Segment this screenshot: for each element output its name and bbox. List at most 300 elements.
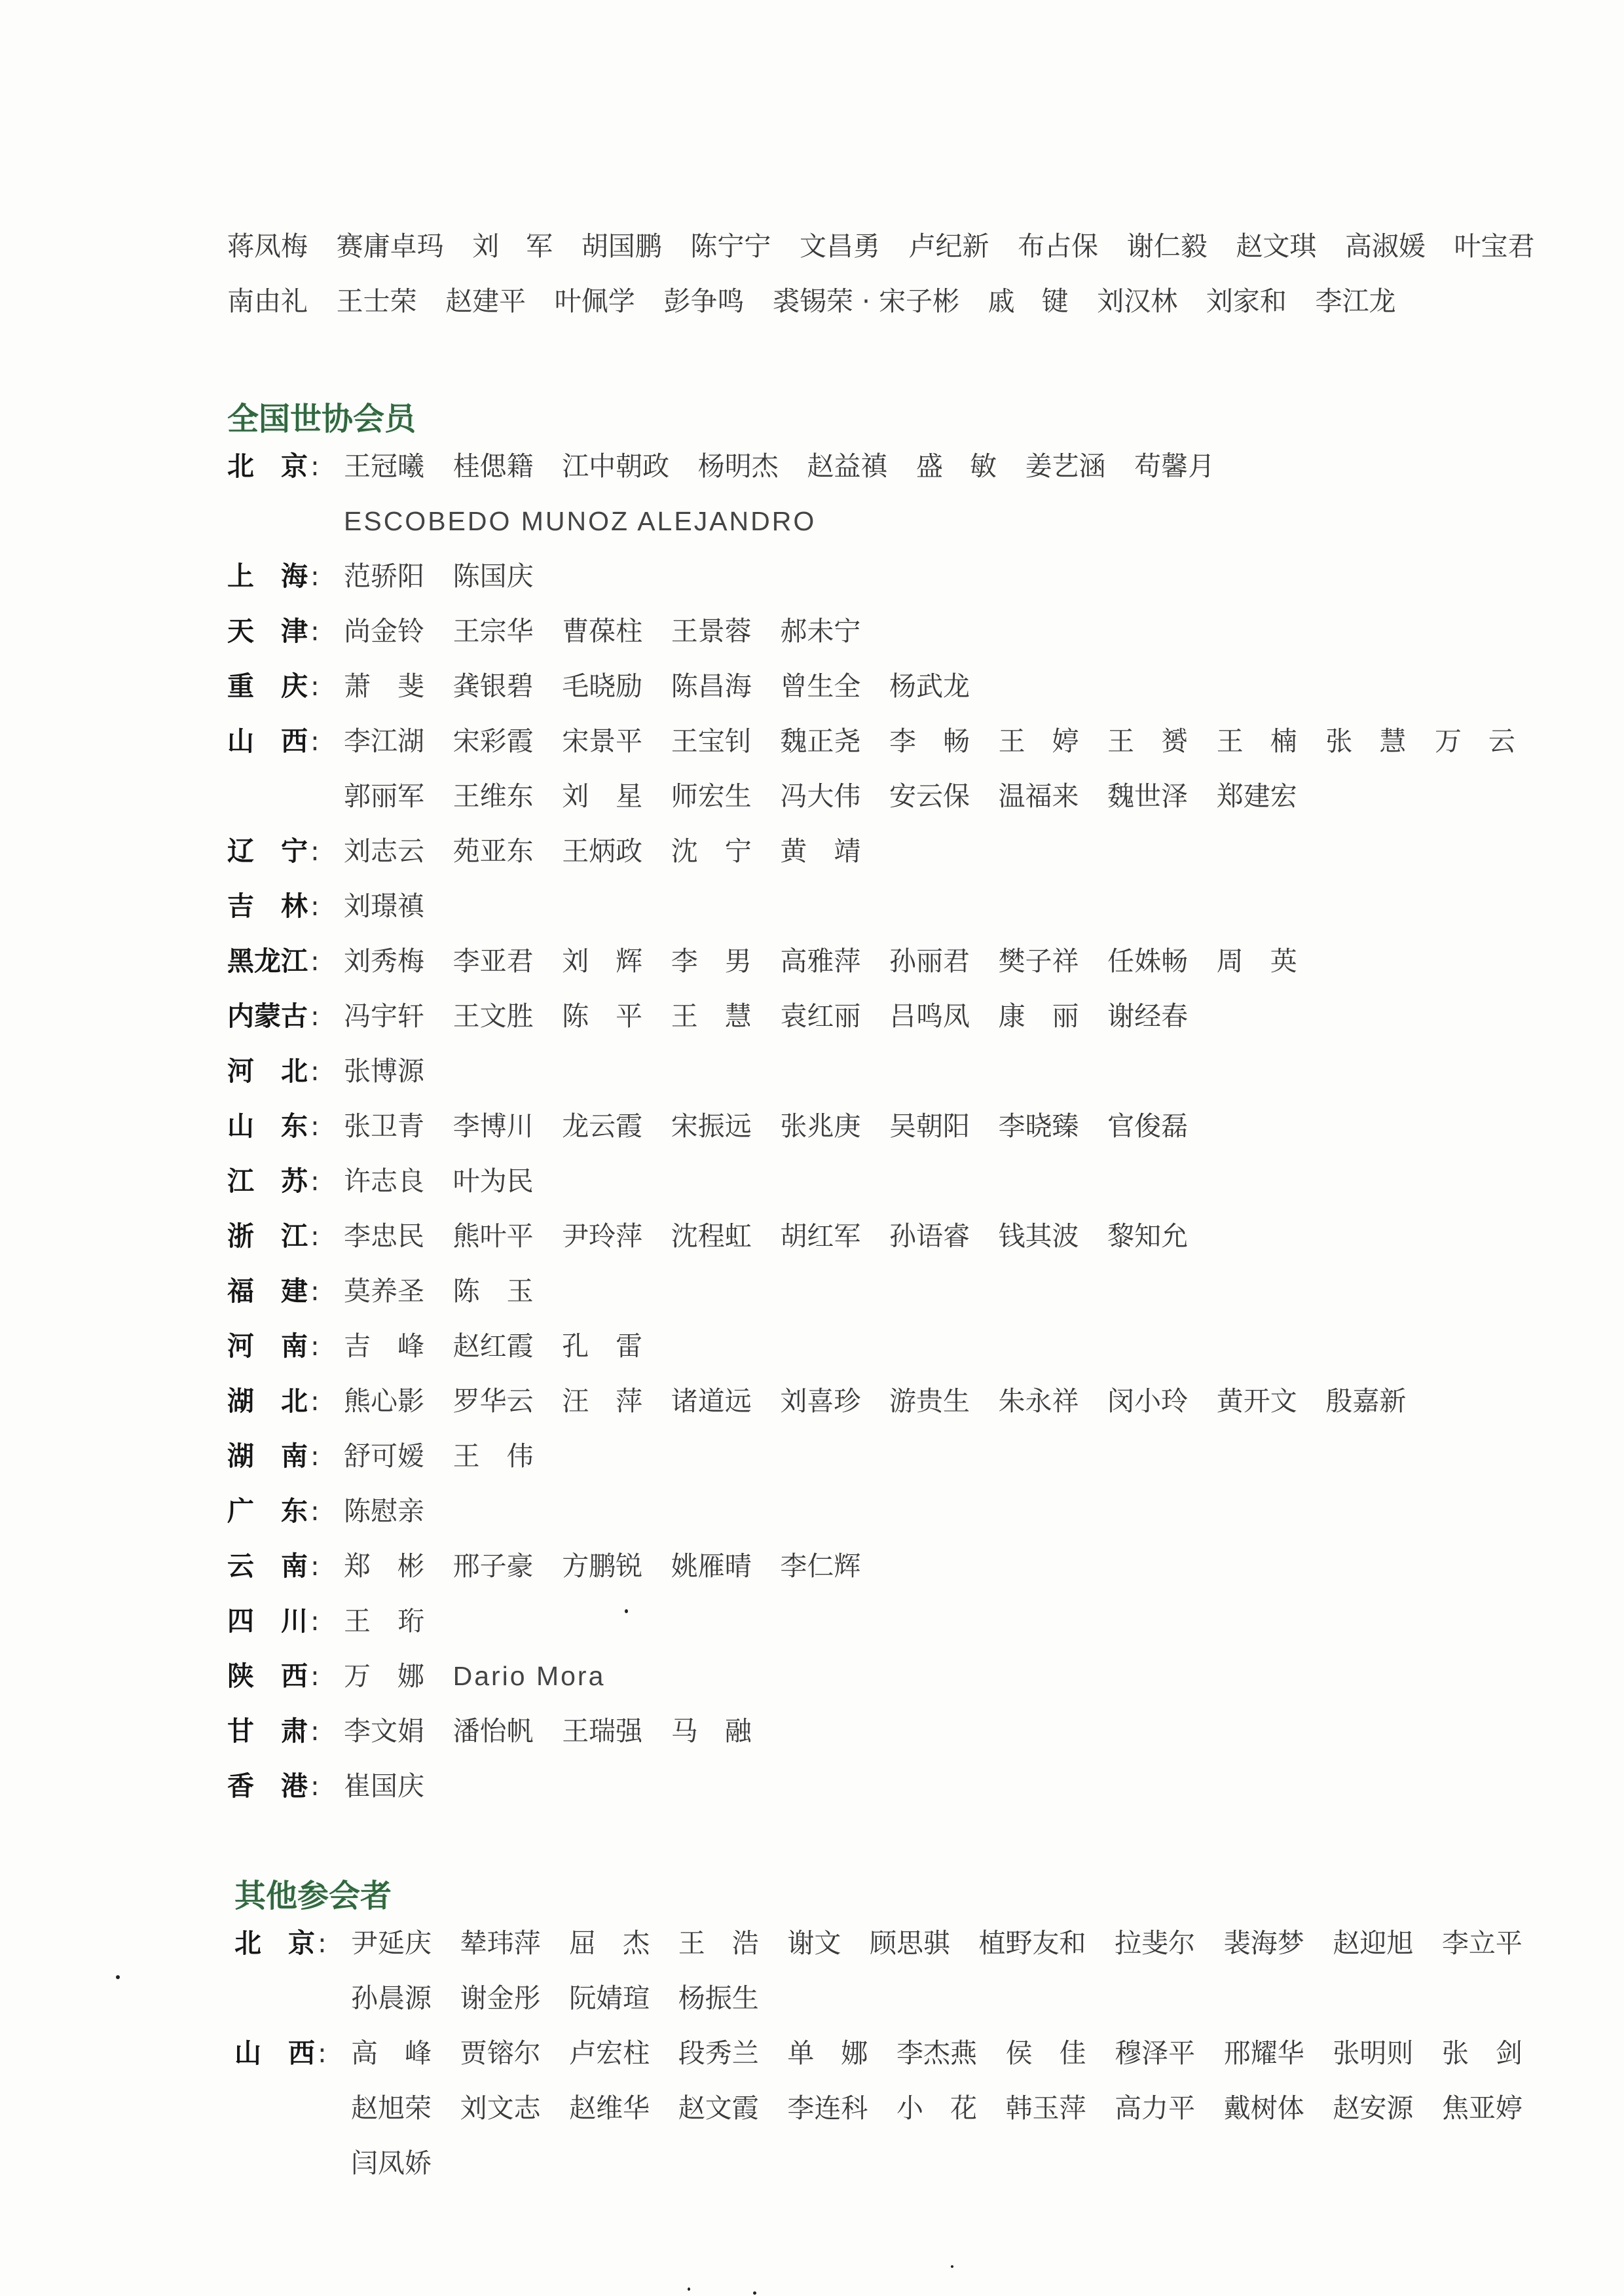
- member-name: 官俊磊: [1107, 1110, 1189, 1142]
- name-group: [227, 230, 1535, 262]
- member-name: 盛 敏: [915, 450, 997, 482]
- member-name: 赵建平: [445, 285, 526, 317]
- region-label: 天 津: [227, 615, 308, 647]
- member-name: 刘家和: [1206, 285, 1287, 317]
- name-line: [227, 1319, 1535, 1374]
- member-name: 赵维华: [569, 2092, 650, 2124]
- member-name: 孙语睿: [889, 1220, 970, 1252]
- region-label: 四 川: [227, 1605, 308, 1637]
- name-group: [344, 780, 1297, 812]
- member-name: 陈国庆: [452, 560, 534, 592]
- scan-speck: [753, 2291, 756, 2295]
- region-label: 北 京: [234, 1927, 315, 1959]
- member-name: 韩玉萍: [1005, 2092, 1086, 2124]
- label-separator: :: [310, 1715, 320, 1747]
- member-name: 沈程虹: [671, 1220, 752, 1252]
- member-name: 舒可嫒: [344, 1440, 424, 1472]
- region-group: [227, 934, 1535, 989]
- member-name: 谢文: [787, 1927, 841, 1959]
- member-name: 游贵生: [889, 1385, 970, 1417]
- region-label: 浙 江: [227, 1220, 308, 1252]
- region-label: 广 东: [227, 1495, 308, 1527]
- member-name: 杨振生: [678, 1982, 759, 2014]
- region-group: [227, 1484, 1535, 1539]
- member-name: 李忠民: [344, 1220, 424, 1252]
- member-name: 蒋凤梅: [227, 230, 308, 262]
- attendee-list: [227, 219, 1535, 2191]
- label-separator: :: [310, 615, 320, 647]
- label-separator: :: [310, 890, 320, 922]
- member-name: 魏正尧: [780, 725, 861, 757]
- member-name: 高 峰: [351, 2037, 432, 2069]
- member-name: 任姝畅: [1107, 945, 1189, 977]
- name-line: [227, 989, 1535, 1044]
- label-separator: :: [310, 945, 320, 977]
- continued-name-list: [227, 219, 1535, 329]
- name-line: [227, 549, 1535, 604]
- member-name: 郑 彬: [344, 1550, 424, 1582]
- region-label: 福 建: [227, 1275, 308, 1307]
- name-line: [227, 1264, 1535, 1319]
- region-group: [227, 1594, 1535, 1649]
- member-name: 孙晨源: [351, 1982, 432, 2014]
- region-group: [227, 604, 1535, 659]
- region-group: [227, 439, 1535, 549]
- member-name: 万 云: [1434, 725, 1515, 757]
- member-name: 段秀兰: [678, 2037, 759, 2069]
- member-name: 陈昌海: [671, 670, 752, 702]
- member-name: 曾生全: [780, 670, 861, 702]
- name-line: [227, 1704, 1535, 1758]
- name-group: [344, 1165, 534, 1197]
- member-name: 诸道远: [671, 1385, 752, 1417]
- member-name: 姚雁晴: [671, 1550, 752, 1582]
- member-name: 张 慧: [1325, 725, 1407, 757]
- name-line: [234, 2026, 1535, 2081]
- member-name: 闫凤娇: [351, 2147, 432, 2179]
- region-label: 江 苏: [227, 1165, 308, 1197]
- region-label: 云 南: [227, 1550, 308, 1582]
- member-name: 赵文琪: [1236, 230, 1317, 262]
- member-name: 刘汉林: [1097, 285, 1178, 317]
- label-separator: :: [310, 1550, 320, 1582]
- member-name: 顾思骐: [869, 1927, 950, 1959]
- region-group: [227, 714, 1535, 824]
- label-separator: :: [310, 1605, 320, 1637]
- member-name: 穆泽平: [1115, 2037, 1196, 2069]
- member-name: 杨武龙: [889, 670, 970, 702]
- member-name: 赵文霞: [678, 2092, 759, 2124]
- member-name: 张明则: [1333, 2037, 1414, 2069]
- member-name: 莫养圣: [344, 1275, 424, 1307]
- region-label: 内蒙古: [227, 1000, 308, 1032]
- member-name: 郑建宏: [1216, 780, 1297, 812]
- member-name: 李杰燕: [896, 2037, 977, 2069]
- member-name: 叶为民: [452, 1165, 534, 1197]
- member-name: 王宝钊: [671, 725, 752, 757]
- region-label: 辽 宁: [227, 835, 308, 867]
- region-group: [227, 549, 1535, 604]
- member-name: 宋景平: [562, 725, 643, 757]
- member-name: 万 娜: [344, 1660, 424, 1692]
- member-name: 张博源: [344, 1055, 424, 1087]
- section-other-attendees: [234, 1876, 1535, 2191]
- member-name: 吴朝阳: [889, 1110, 970, 1142]
- scan-speck: [116, 1975, 120, 1979]
- name-group: [351, 2037, 1522, 2069]
- member-name: 王 楠: [1216, 725, 1297, 757]
- region-label: 河 北: [227, 1055, 308, 1087]
- label-separator: :: [310, 1440, 320, 1472]
- name-line: [227, 219, 1535, 274]
- member-name: 康 丽: [998, 1000, 1079, 1032]
- member-name: 谢仁毅: [1126, 230, 1208, 262]
- member-name: 刘喜珍: [780, 1385, 861, 1417]
- name-group: [344, 1220, 1189, 1252]
- member-name: 江中朝政: [562, 450, 670, 482]
- name-group: [344, 1495, 424, 1527]
- member-name: 温福来: [998, 780, 1079, 812]
- member-name: 叶佩学: [554, 285, 635, 317]
- member-name: 尹玲萍: [562, 1220, 643, 1252]
- region-group: [227, 989, 1535, 1044]
- name-line: [227, 1099, 1535, 1154]
- member-name: 尚金铃: [344, 615, 424, 647]
- member-name: 樊子祥: [998, 945, 1079, 977]
- member-name: 马 融: [671, 1715, 752, 1747]
- member-name: 苟馨月: [1134, 450, 1215, 482]
- region-label: 上 海: [227, 560, 308, 592]
- member-name: 王 慧: [671, 1000, 752, 1032]
- name-group: [344, 1770, 424, 1802]
- scan-speck: [951, 2265, 953, 2268]
- member-name: 冯大伟: [780, 780, 861, 812]
- member-name: 孙丽君: [889, 945, 970, 977]
- region-group: [227, 1099, 1535, 1154]
- member-name: 萧 斐: [344, 670, 424, 702]
- member-name: 王 婷: [998, 725, 1079, 757]
- region-group: [227, 1209, 1535, 1264]
- member-name: 赵益禛: [807, 450, 888, 482]
- member-name: 拉斐尔: [1115, 1927, 1196, 1959]
- region-group: [227, 879, 1535, 934]
- member-name: 杨明杰: [697, 450, 779, 482]
- name-group: [344, 560, 534, 592]
- member-name: 李文娟: [344, 1715, 424, 1747]
- name-line: [227, 1374, 1535, 1429]
- member-name: 李亚君: [452, 945, 534, 977]
- name-line: [227, 1429, 1535, 1484]
- label-separator: :: [310, 725, 320, 757]
- name-line: [234, 1971, 1535, 2026]
- member-name: 崔国庆: [344, 1770, 424, 1802]
- member-name: 戚 键: [987, 285, 1069, 317]
- name-line: [227, 274, 1535, 329]
- member-name: 吕鸣凤: [889, 1000, 970, 1032]
- member-name: 单 娜: [787, 2037, 868, 2069]
- name-line: [227, 1594, 1535, 1649]
- region-label: 山 西: [234, 2037, 315, 2069]
- member-name: Dario Mora: [452, 1660, 606, 1691]
- member-name: 王士荣: [336, 285, 417, 317]
- name-group: [344, 835, 861, 867]
- label-separator: :: [310, 560, 320, 592]
- member-name: 苑亚东: [452, 835, 534, 867]
- member-name: 裴海梦: [1223, 1927, 1304, 1959]
- member-name: 侯 佳: [1005, 2037, 1086, 2069]
- member-name: 张兆庚: [780, 1110, 861, 1142]
- label-separator: :: [310, 1660, 320, 1692]
- label-separator: :: [310, 1385, 320, 1417]
- label-separator: :: [310, 1055, 320, 1087]
- region-group: [227, 1539, 1535, 1594]
- region-group: [227, 1044, 1535, 1099]
- member-name: 王宗华: [452, 615, 534, 647]
- member-name: 王瑞强: [562, 1715, 643, 1747]
- member-name: 赵安源: [1333, 2092, 1414, 2124]
- member-name: 王景蓉: [671, 615, 752, 647]
- member-name: 李博川: [452, 1110, 534, 1142]
- member-name: 叶宝君: [1454, 230, 1535, 262]
- member-name: 李连科: [787, 2092, 868, 2124]
- member-name: 刘文志: [460, 2092, 541, 2124]
- region-group: [227, 1374, 1535, 1429]
- label-separator: :: [310, 1220, 320, 1252]
- member-name: 方鹏锐: [562, 1550, 643, 1582]
- region-group: [227, 1758, 1535, 1813]
- region-group: [227, 1704, 1535, 1758]
- member-name: 高雅萍: [780, 945, 861, 977]
- member-name: 戴树体: [1223, 2092, 1304, 2124]
- member-name: 陈慰亲: [344, 1495, 424, 1527]
- region-label: 山 东: [227, 1110, 308, 1142]
- member-name: 李晓臻: [998, 1110, 1079, 1142]
- name-line: [227, 494, 1535, 549]
- name-line: [227, 604, 1535, 659]
- region-label: 香 港: [227, 1770, 308, 1802]
- name-line: [227, 1758, 1535, 1813]
- member-name: 邢耀华: [1223, 2037, 1304, 2069]
- label-separator: :: [310, 1165, 320, 1197]
- member-name: 钱其波: [998, 1220, 1079, 1252]
- member-name: 李 畅: [889, 725, 970, 757]
- region-label: 吉 林: [227, 890, 308, 922]
- member-name: 安云保: [889, 780, 970, 812]
- member-name: 文昌勇: [799, 230, 880, 262]
- label-separator: :: [318, 1927, 327, 1959]
- name-line: [227, 1539, 1535, 1594]
- member-name: 赵迎旭: [1333, 1927, 1414, 1959]
- member-name: 许志良: [344, 1165, 424, 1197]
- member-name: 刘 星: [562, 780, 643, 812]
- region-label: 湖 南: [227, 1440, 308, 1472]
- label-separator: :: [310, 1330, 320, 1362]
- name-line: [234, 2136, 1535, 2191]
- label-separator: :: [310, 1770, 320, 1802]
- member-name: 陈 平: [562, 1000, 643, 1032]
- region-label: 陕 西: [227, 1660, 308, 1692]
- member-name: 宋彩霞: [452, 725, 534, 757]
- name-group: [344, 1055, 424, 1087]
- region-label: 北 京: [227, 450, 308, 482]
- member-name: 姜艺涵: [1025, 450, 1106, 482]
- name-group: [344, 1440, 534, 1472]
- name-group: [344, 890, 424, 922]
- member-name: 高力平: [1115, 2092, 1196, 2124]
- member-name: 孔 雷: [562, 1330, 643, 1362]
- label-separator: :: [310, 1495, 320, 1527]
- member-name: 李仁辉: [780, 1550, 861, 1582]
- label-separator: :: [310, 1000, 320, 1032]
- member-name: 朱永祥: [998, 1385, 1079, 1417]
- member-name: 师宏生: [671, 780, 752, 812]
- member-name: 冯宇轩: [344, 1000, 424, 1032]
- label-separator: :: [310, 835, 320, 867]
- name-line: [227, 714, 1535, 769]
- name-group: [351, 1982, 759, 2014]
- region-group: [227, 1264, 1535, 1319]
- label-separator: :: [310, 450, 320, 482]
- member-name: 李立平: [1441, 1927, 1522, 1959]
- name-line: [227, 1154, 1535, 1209]
- region-label: 湖 北: [227, 1385, 308, 1417]
- label-separator: :: [310, 1275, 320, 1307]
- member-name: 魏世泽: [1107, 780, 1189, 812]
- region-group: [227, 824, 1535, 879]
- member-name: 谢经春: [1107, 1000, 1189, 1032]
- member-name: 袁红丽: [780, 1000, 861, 1032]
- name-group: [344, 505, 817, 536]
- member-name: 屈 杰: [569, 1927, 650, 1959]
- member-name: 阮婧瑄: [569, 1982, 650, 2014]
- member-name: 小 花: [896, 2092, 977, 2124]
- member-name: 王文胜: [452, 1000, 534, 1032]
- member-name: 潘怡帆: [452, 1715, 534, 1747]
- member-name: 胡红军: [780, 1220, 861, 1252]
- name-group: [344, 670, 970, 702]
- name-line: [234, 2081, 1535, 2136]
- member-name: 张 剑: [1441, 2037, 1522, 2069]
- member-name: 辇玮萍: [460, 1927, 541, 1959]
- region-group: [234, 1916, 1535, 2026]
- member-name: 闵小玲: [1107, 1385, 1189, 1417]
- member-name: 龙云霞: [562, 1110, 643, 1142]
- name-group: [344, 945, 1297, 977]
- name-group: [227, 285, 1396, 317]
- region-label: 黑龙江: [227, 945, 308, 977]
- member-name: 王 赟: [1107, 725, 1189, 757]
- name-group: [351, 1927, 1522, 1959]
- name-group: [344, 1000, 1189, 1032]
- member-name: 谢金彤: [460, 1982, 541, 2014]
- member-name: 王冠曦: [344, 450, 424, 482]
- name-line: [227, 824, 1535, 879]
- member-name: 刘 辉: [562, 945, 643, 977]
- name-group: [344, 1715, 752, 1747]
- name-group: [344, 1550, 861, 1582]
- member-name: 焦亚婷: [1441, 2092, 1522, 2124]
- member-name: 王炳政: [562, 835, 643, 867]
- member-name: 黄 靖: [780, 835, 861, 867]
- name-group: [351, 2092, 1522, 2124]
- member-name: 布占保: [1018, 230, 1099, 262]
- member-name: 王维东: [452, 780, 534, 812]
- member-name: 宋振远: [671, 1110, 752, 1142]
- name-group: [344, 1385, 1407, 1417]
- member-name: 刘志云: [344, 835, 424, 867]
- member-name: 李江湖: [344, 725, 424, 757]
- name-line: [234, 1916, 1535, 1971]
- region-group: [227, 1319, 1535, 1374]
- member-name: 赵红霞: [452, 1330, 534, 1362]
- member-name: 邢子豪: [452, 1550, 534, 1582]
- member-name: 卢宏柱: [569, 2037, 650, 2069]
- member-name: 王 珩: [344, 1605, 424, 1637]
- section-heading: 其他参会者: [234, 1878, 392, 1914]
- member-name: 贾镕尔: [460, 2037, 541, 2069]
- member-name: 郭丽军: [344, 780, 424, 812]
- name-group: [344, 1275, 534, 1307]
- member-name: 汪 萍: [562, 1385, 643, 1417]
- member-name: 毛晓励: [562, 670, 643, 702]
- name-group: [344, 1110, 1189, 1142]
- member-name: 卢纪新: [908, 230, 989, 262]
- member-name: 赵旭荣: [351, 2092, 432, 2124]
- name-line: [227, 439, 1535, 494]
- member-name: 曹葆柱: [562, 615, 643, 647]
- region-group: [227, 1649, 1535, 1704]
- label-separator: :: [318, 2037, 327, 2069]
- member-name: 李江龙: [1315, 285, 1396, 317]
- member-name: 龚银碧: [452, 670, 534, 702]
- member-name: 周 英: [1216, 945, 1297, 977]
- member-name: 黎知允: [1107, 1220, 1189, 1252]
- member-name: 陈 玉: [452, 1275, 534, 1307]
- name-group: [344, 1330, 643, 1362]
- member-name: 赛庸卓玛: [336, 230, 444, 262]
- member-name: 刘璟禛: [344, 890, 424, 922]
- name-line: [227, 769, 1535, 824]
- member-name: 吉 峰: [344, 1330, 424, 1362]
- region-label: 甘 肃: [227, 1715, 308, 1747]
- name-line: [227, 1044, 1535, 1099]
- member-name: 殷嘉新: [1325, 1385, 1407, 1417]
- section-national-members: [227, 399, 1535, 1813]
- region-label: 河 南: [227, 1330, 308, 1362]
- member-name: 李 男: [671, 945, 752, 977]
- region-group: [227, 659, 1535, 714]
- name-line: [227, 1484, 1535, 1539]
- member-name: 彭争鸣: [663, 285, 745, 317]
- member-name: 王 浩: [678, 1927, 759, 1959]
- region-label: 山 西: [227, 725, 308, 757]
- name-group: [344, 1660, 606, 1692]
- name-line: [227, 1649, 1535, 1704]
- member-name: 罗华云: [452, 1385, 534, 1417]
- region-label: 重 庆: [227, 670, 308, 702]
- member-name: 胡国鹏: [581, 230, 662, 262]
- member-name: 高淑媛: [1344, 230, 1426, 262]
- member-name: 熊叶平: [452, 1220, 534, 1252]
- member-name: 裘锡荣 · 宋子彬: [772, 285, 960, 317]
- label-separator: :: [310, 670, 320, 702]
- member-name: 郝未宁: [780, 615, 861, 647]
- member-name: 植野友和: [978, 1927, 1086, 1959]
- member-name: 桂偲籍: [452, 450, 534, 482]
- member-name: 王 伟: [452, 1440, 534, 1472]
- member-name: 黄开文: [1216, 1385, 1297, 1417]
- section-heading: 全国世协会员: [227, 401, 416, 437]
